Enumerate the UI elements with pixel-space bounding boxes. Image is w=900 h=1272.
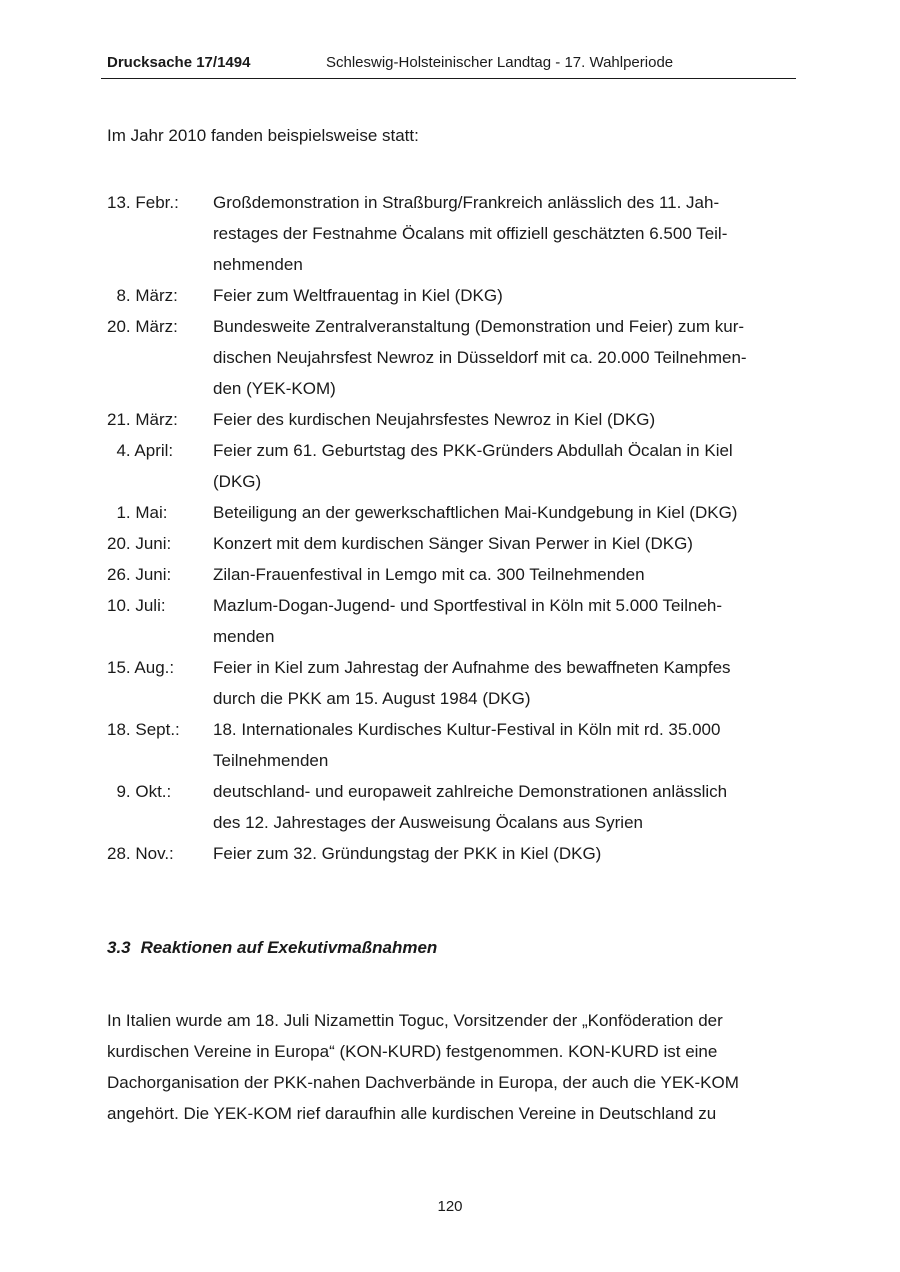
section-number: 3.3 bbox=[107, 938, 131, 957]
event-date: 4. April: bbox=[107, 441, 174, 460]
event-item bbox=[107, 714, 797, 776]
body-paragraph: In Italien wurde am 18. Juli Nizamettin Toguc, Vorsitzender der „Konföderation der kurdischen Vereine in Europa“ (KON-KURD) festgenommen. KON-KURD ist eine Dachorganisation der PKK-nahen Dachverbände in Europa, der auch die YEK-KOM angehört. Die YEK-KOM rief daraufhin alle kurdischen Vereine in Deutschland zu bbox=[107, 1011, 739, 1123]
event-description: Beteiligung an der gewerkschaftlichen Mai-Kundgebung in Kiel (DKG) bbox=[213, 503, 738, 522]
section-heading bbox=[107, 938, 437, 958]
document-id: Drucksache 17/1494 bbox=[107, 54, 251, 71]
event-item bbox=[107, 590, 797, 652]
event-item bbox=[107, 497, 797, 528]
event-description: Feier zum 61. Geburtstag des PKK-Gründers Abdullah Öcalan in Kiel (DKG) bbox=[213, 441, 733, 491]
event-item bbox=[107, 776, 797, 838]
page-header bbox=[101, 54, 796, 79]
event-list bbox=[107, 187, 797, 869]
event-description: Mazlum-Dogan-Jugend- und Sportfestival in Köln mit 5.000 Teilneh- menden bbox=[213, 596, 723, 646]
event-date: 20. März: bbox=[107, 317, 178, 336]
event-item bbox=[107, 838, 797, 869]
document-title: Schleswig-Holsteinischer Landtag - 17. Wahlperiode bbox=[326, 54, 674, 71]
event-date: 10. Juli: bbox=[107, 596, 166, 615]
event-description: deutschland- und europaweit zahlreiche Demonstrationen anlässlich des 12. Jahrestages der Ausweisung Öcalans aus Syrien bbox=[213, 782, 728, 832]
event-description: Großdemonstration in Straßburg/Frankreich anlässlich des 11. Jah- restages der Festnahme Öcalans mit offiziell geschätzten 6.500 Teil- nehmenden bbox=[213, 193, 728, 274]
event-date: 20. Juni: bbox=[107, 534, 172, 553]
event-date: 1. Mai: bbox=[107, 503, 168, 522]
event-description: Zilan-Frauenfestival in Lemgo mit ca. 300 Teilnehmenden bbox=[213, 565, 645, 584]
event-date: 18. Sept.: bbox=[107, 720, 180, 739]
event-item bbox=[107, 652, 797, 714]
event-item bbox=[107, 559, 797, 590]
event-item bbox=[107, 311, 797, 404]
event-item bbox=[107, 435, 797, 497]
event-item bbox=[107, 528, 797, 559]
event-item bbox=[107, 187, 797, 280]
intro-text: Im Jahr 2010 fanden beispielsweise statt: bbox=[107, 126, 419, 145]
event-description: 18. Internationales Kurdisches Kultur-Festival in Köln mit rd. 35.000 Teilnehmenden bbox=[213, 720, 721, 770]
event-item bbox=[107, 280, 797, 311]
event-date: 15. Aug.: bbox=[107, 658, 175, 677]
event-date: 21. März: bbox=[107, 410, 178, 429]
event-item bbox=[107, 404, 797, 435]
page-number: 120 bbox=[437, 1198, 463, 1215]
event-date: 28. Nov.: bbox=[107, 844, 174, 863]
event-date: 8. März: bbox=[107, 286, 178, 305]
event-date: 26. Juni: bbox=[107, 565, 172, 584]
event-description: Feier zum Weltfrauentag in Kiel (DKG) bbox=[213, 286, 503, 305]
event-description: Bundesweite Zentralveranstaltung (Demonstration und Feier) zum kur- dischen Neujahrsfest Newroz in Düsseldorf mit ca. 20.000 Teilnehmen- den (YEK-KOM) bbox=[213, 317, 747, 398]
event-date: 9. Okt.: bbox=[107, 782, 172, 801]
event-description: Feier zum 32. Gründungstag der PKK in Kiel (DKG) bbox=[213, 844, 602, 863]
event-description: Konzert mit dem kurdischen Sänger Sivan Perwer in Kiel (DKG) bbox=[213, 534, 693, 553]
event-description: Feier des kurdischen Neujahrsfestes Newroz in Kiel (DKG) bbox=[213, 410, 656, 429]
event-description: Feier in Kiel zum Jahrestag der Aufnahme des bewaffneten Kampfes durch die PKK am 15. August 1984 (DKG) bbox=[213, 658, 731, 708]
event-date: 13. Febr.: bbox=[107, 193, 179, 212]
section-title: Reaktionen auf Exekutivmaßnahmen bbox=[140, 938, 438, 957]
